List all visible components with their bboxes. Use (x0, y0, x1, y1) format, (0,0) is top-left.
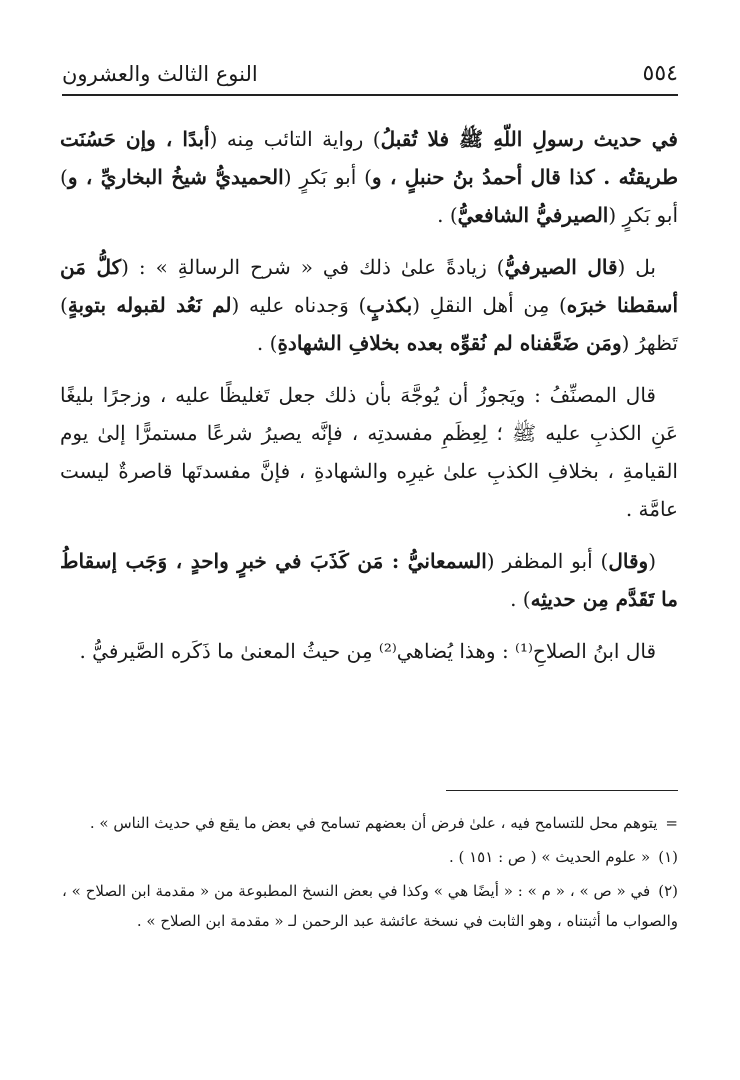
quoted-text: بكذبٍ (366, 293, 413, 317)
footnote-mark: (١) (658, 848, 678, 866)
header-rule (62, 94, 678, 96)
quoted-text: السمعانيُّ : مَن كَذَبَ في خبرٍ واحدٍ ، وَجَب إسقاطُ ما تَقَدَّم مِن حديثِه (60, 549, 678, 611)
footnotes (62, 808, 678, 940)
commentary-text: ( (648, 549, 656, 573)
quoted-text: في حديث رسولِ اللّهِ ﷺ فلا تُقبلُ (380, 127, 678, 151)
quoted-text: ومَن ضَعَّفناه لم نُقوِّه بعده بخلافِ الشهادةِ (277, 331, 622, 355)
footnote-mark: (٢) (658, 882, 678, 900)
footnote-text: في « ص » ، « م » : « أيضًا هي » وكذا في بعض النسخ المطبوعة من « مقدمة ابن الصلاح » ، والصواب ما أثبتناه ، وهو الثابت في نسخة عائشة عبد الرحمن لـ « مقدمة ابن الصلاح » . (62, 882, 678, 930)
quoted-text: الحميديُّ شيخُ البخاريِّ ، و (67, 165, 284, 189)
commentary-text: ) تَظهرُ ( (60, 293, 678, 355)
commentary-text: ) زيادةً علىٰ ذلك في « شرح الرسالةِ » : ( (121, 255, 505, 279)
paragraph-5: قال ابنُ الصلاحِ⁽¹⁾ : وهذا يُضاهي⁽²⁾ مِن حيثُ المعنىٰ ما ذَكَره الصَّيرفيُّ . (79, 639, 656, 663)
paragraph-4 (60, 542, 678, 618)
quoted-text: أبدًا ، وإن حَسُنَت طريقتُه . كذا قال أحمدُ بنُ حنبلٍ ، و (60, 127, 679, 189)
running-title: النوع الثالث والعشرون (62, 61, 258, 86)
paragraph-1 (60, 120, 678, 234)
footnote-mark: = (665, 814, 678, 832)
main-text (60, 120, 678, 684)
quoted-text: الصيرفيُّ الشافعيُّ (457, 203, 609, 227)
commentary-text: ) . (437, 203, 458, 227)
commentary-text: ) مِن أهل النقلِ ( (412, 293, 567, 317)
quoted-text: لم نَعُد لقبوله بتوبةٍ (67, 293, 232, 317)
paragraph-3: قال المصنِّفُ : ويَجوزُ أن يُوجَّهَ بأن ذلك جعل تَغليظًا عليه ، وزجرًا بليغًا عَنِ الكذبِ عليه ﷺ ؛ لِعِظَمِ مفسدتِه ، فإنَّه يصيرُ شرعًا مستمرًّا إلىٰ يوم القيامةِ ، بخلافِ الكذبِ علىٰ غيرِه والشهادةِ ، فإنَّ مفسدتَها قاصرةٌ ليست عامَّة . (60, 383, 678, 521)
footnote-text: « علوم الحديث » ( ص : ١٥١ ) . (448, 848, 651, 866)
quoted-text: وقال (608, 549, 649, 573)
page-number: ٥٥٤ (642, 61, 678, 86)
paragraph-2 (60, 248, 678, 362)
commentary-text: ) أبو بَكرٍ ( (283, 165, 372, 189)
footnote-item (62, 842, 678, 872)
footnote-item (62, 876, 678, 936)
footnote-separator (446, 790, 678, 791)
commentary-text: ) أبو المظفر ( (486, 549, 609, 573)
commentary-text: بل ( (617, 255, 656, 279)
quoted-text: قال الصيرفيُّ (504, 255, 618, 279)
footnote-text: يتوهم محل للتسامح فيه ، علىٰ فرض أن بعضهم تسامح في بعض ما يقع في حديث الناس » . (89, 814, 658, 832)
commentary-text: ) . (256, 331, 278, 355)
quoted-text: كلُّ مَن أسقطنا خبرَه (60, 255, 678, 317)
commentary-text: ) وَجدناه عليه ( (231, 293, 367, 317)
page-header (62, 58, 678, 90)
commentary-text: ) . (510, 587, 531, 611)
commentary-text: ) أبو بَكرٍ ( (60, 165, 678, 227)
footnote-item (62, 808, 678, 838)
commentary-text: ) رواية التائب مِنه ( (209, 127, 381, 151)
